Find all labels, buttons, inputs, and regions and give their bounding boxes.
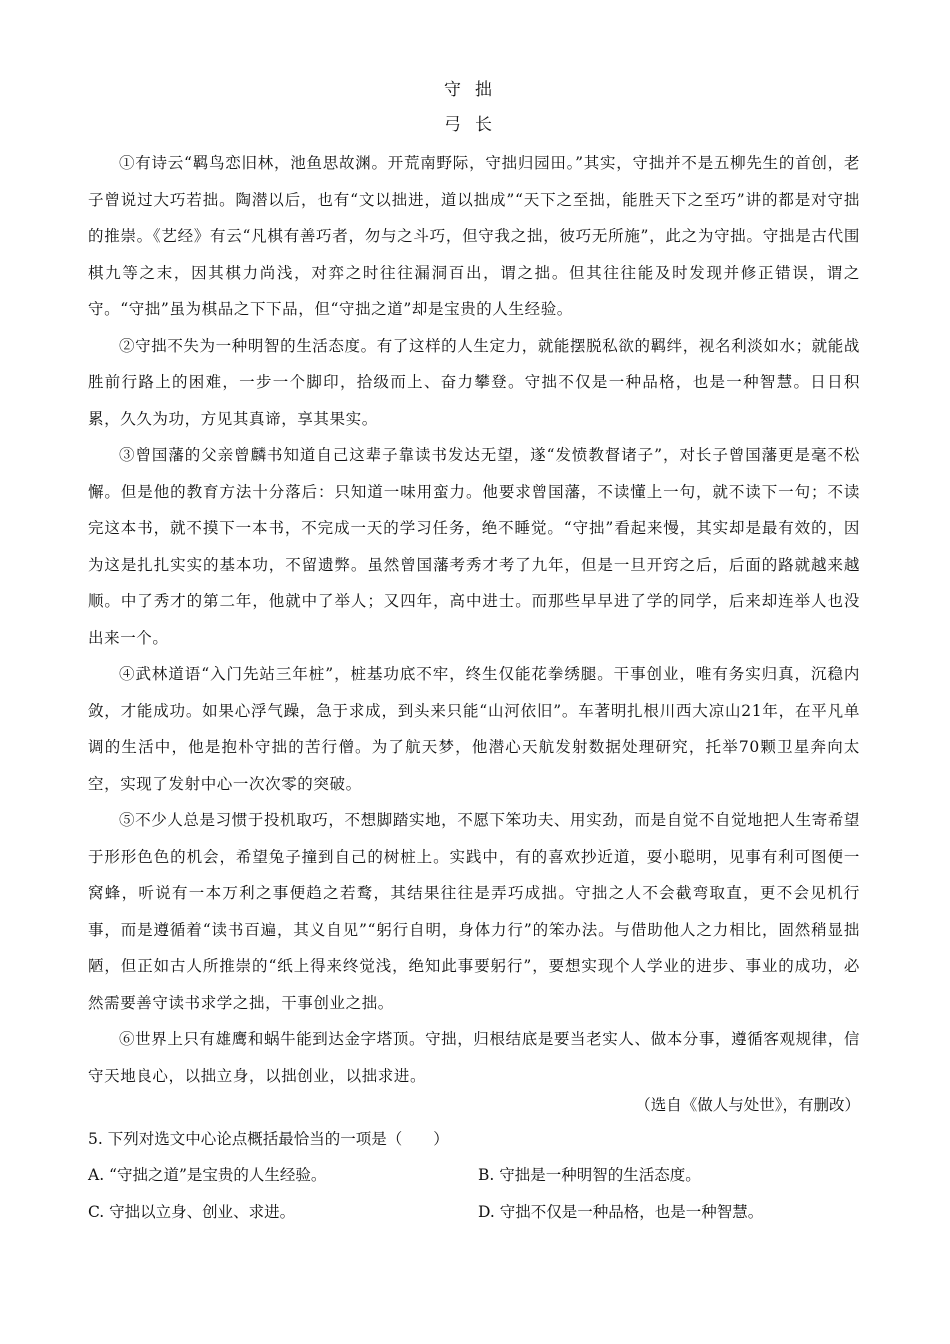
answer-options [88, 1157, 868, 1231]
option-b[interactable]: B. 守拙是一种明智的生活态度。 [478, 1166, 701, 1184]
option-a[interactable]: A. “守拙之道”是宝贵的人生经验。 [88, 1166, 327, 1184]
paragraph-5: ⑤不少人总是习惯于投机取巧，不想脚踏实地，不愿下笨功夫、用实劲，而是自觉不自觉地把人生寄希望于形形色色的机会，希望兔子撞到自己的树桩上。实践中，有的喜欢抄近道，耍小聪明，见事有利可图便一窝蜂，听说有一本万利之事便趋之若鹜，其结果往往是弄巧成拙。守拙之人不会截弯取直，更不会见机行事，而是遵循着“读书百遍，其义自见”“躬行自明，身体力行”的笨办法。与借助他人之力相比，固然稍显拙陋，但正如古人所推崇的“纸上得来终觉浅，绝知此事要躬行”，要想实现个人学业的进步、事业的成功，必然需要善守读书求学之拙，干事创业之拙。 [88, 811, 860, 1012]
paragraph-4: ④武林道语“入门先站三年桩”，桩基功底不牢，终生仅能花拳绣腿。干事创业，唯有务实归真，沉稳内敛，才能成功。如果心浮气躁，急于求成，到头来只能“山河依旧”。车著明扎根川西大凉山21年，在平凡单调的生活中，他是抱朴守拙的苦行僧。为了航天梦，他潜心天航发射数据处理研究，托举70颗卫星奔向太空，实现了发射中心一次次零的突破。 [88, 665, 860, 793]
article-body [88, 145, 860, 1094]
option-d[interactable]: D. 守拙不仅是一种品格，也是一种智慧。 [478, 1203, 764, 1221]
article-title: 守拙 [444, 80, 506, 100]
question-stem: 5. 下列对选文中心论点概括最恰当的一项是（ ） [88, 1130, 449, 1148]
paragraph-2: ②守拙不失为一种明智的生活态度。有了这样的人生定力，就能摆脱私欲的羁绊，视名利淡如水；就能战胜前行路上的困难，一步一个脚印，拾级而上、奋力攀登。守拙不仅是一种品格，也是一种智慧。日日积累，久久为功，方见其真谛，享其果实。 [88, 336, 860, 428]
article-author: 弓长 [444, 115, 506, 135]
option-c[interactable]: C. 守拙以立身、创业、求进。 [88, 1203, 296, 1221]
paragraph-3: ③曾国藩的父亲曾麟书知道自己这辈子靠读书发达无望，遂“发愤教督诸子”，对长子曾国藩更是毫不松懈。但是他的教育方法十分落后：只知道一味用蛮力。他要求曾国藩，不读懂上一句，就不读下一句；不读完这本书，就不摸下一本书，不完成一天的学习任务，绝不睡觉。“守拙”看起来慢，其实却是最有效的，因为这是扎扎实实的基本功，不留遗弊。虽然曾国藩考秀才考了九年，但是一旦开窍之后，后面的路就越来越顺。中了秀才的第二年，他就中了举人；又四年，高中进士。而那些早早进了学的同学，后来却连举人也没出来一个。 [88, 446, 860, 647]
paragraph-1: ①有诗云“羁鸟恋旧林，池鱼思故渊。开荒南野际，守拙归园田。”其实，守拙并不是五柳先生的首创，老子曾说过大巧若拙。陶潜以后，也有“文以拙进，道以拙成”“天下之至拙，能胜天下之至巧”讲的都是对守拙的推崇。《艺经》有云“凡棋有善巧者，勿与之斗巧，但守我之拙，彼巧无所施”，此之为守拙。守拙是古代围棋九等之末，因其棋力尚浅，对弈之时往往漏洞百出，谓之拙。但其往往能及时发现并修正错误，谓之守。“守拙”虽为棋品之下下品，但“守拙之道”却是宝贵的人生经验。 [88, 154, 860, 318]
paragraph-6: ⑥世界上只有雄鹰和蜗牛能到达金字塔顶。守拙，归根结底是要当老实人、做本分事，遵循客观规律，信守天地良心，以拙立身，以拙创业，以拙求进。 [88, 1030, 860, 1085]
article-source: （选自《做人与处世》，有删改） [635, 1096, 860, 1114]
